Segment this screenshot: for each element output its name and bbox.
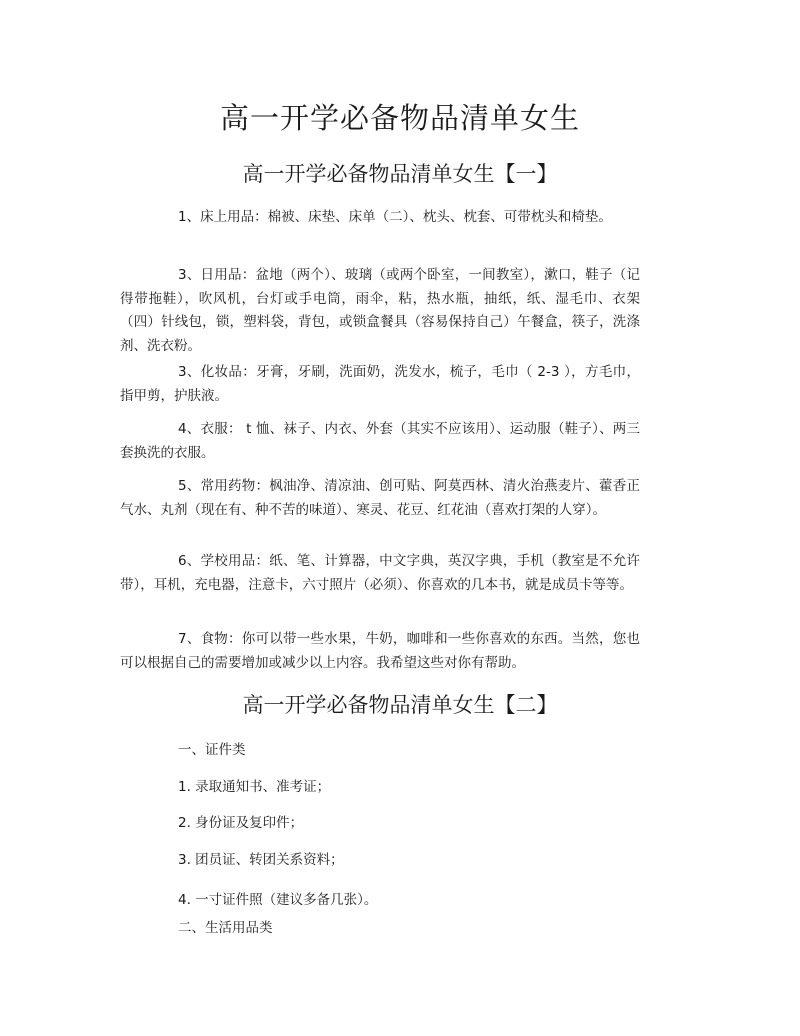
- paragraph-clothes: 4、衣服： t 恤、袜子、内衣、外套（其实不应该用）、运动服（鞋子）、两三套换洗的衣服。: [120, 421, 640, 461]
- paragraph-school-supplies: 6、学校用品：纸、笔、计算器，中文字典，英汉字典，手机（教室是不允许带），耳机，充电器，注意卡，六寸照片（必须）、你喜欢的几本书，就是成员卡等等。: [120, 553, 640, 593]
- list-item: 4. 一寸证件照（建议多备几张）。: [178, 892, 378, 908]
- section-heading-2: 高一开学必备物品清单女生【二】: [242, 693, 558, 717]
- document-title: 高一开学必备物品清单女生: [219, 101, 580, 135]
- paragraph-bedding: 1、床上用品：棉被、床垫、床单（二）、枕头、枕套、可带枕头和椅垫。: [178, 209, 612, 225]
- list-category-documents: 一、证件类: [178, 742, 246, 758]
- paragraph-cosmetics: 3、化妆品：牙膏，牙刷，洗面奶，洗发水，梳子，毛巾（ 2-3 ），方毛巾，指甲剪，护肤液。: [120, 364, 640, 404]
- list-category-daily-items: 二、生活用品类: [178, 920, 273, 936]
- section-heading-1: 高一开学必备物品清单女生【一】: [242, 162, 558, 186]
- paragraph-medicine: 5、常用药物：枫油净、清凉油、创可贴、阿莫西林、清火治燕麦片、藿香正气水、丸剂（现在有、种不苦的味道）、寒灵、花豆、红花油（喜欢打架的人穿）。: [120, 478, 640, 518]
- list-item: 2. 身份证及复印件；: [178, 815, 304, 831]
- paragraph-food: 7、食物：你可以带一些水果，牛奶，咖啡和一些你喜欢的东西。当然，您也可以根据自己的需要增加或减少以上内容。我希望这些对你有帮助。: [120, 631, 640, 671]
- list-item: 1. 录取通知书、准考证；: [178, 779, 331, 795]
- list-item: 3. 团员证、转团关系资料；: [178, 852, 344, 868]
- paragraph-daily-items: 3、日用品：盆地（两个）、玻璃（或两个卧室，一间教室），漱口，鞋子（记得带拖鞋），吹风机，台灯或手电筒，雨伞，粘，热水瓶，抽纸，纸、湿毛巾、衣架（四）针线包，锁，塑料袋，背包，或锁盒餐具（容易保持自己）午餐盒，筷子，洗涤剂、洗衣粉。: [120, 267, 640, 354]
